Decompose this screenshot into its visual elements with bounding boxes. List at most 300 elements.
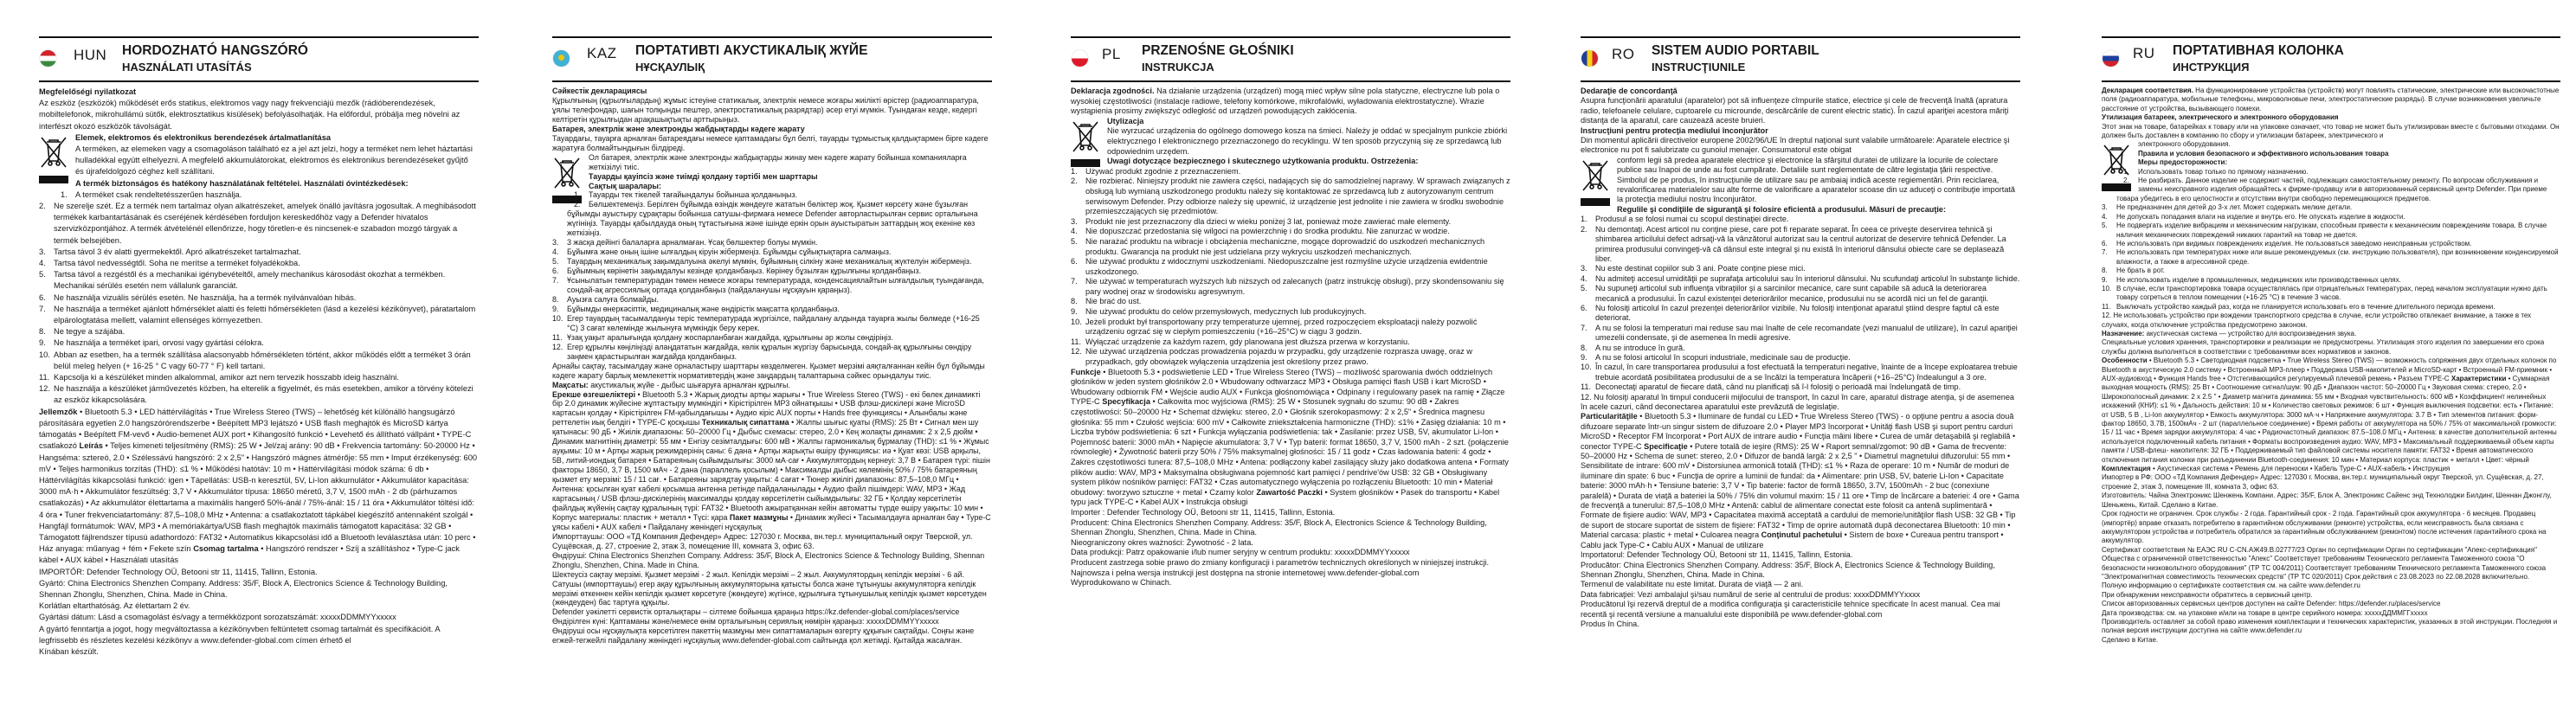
list-text: Jeżeli produkt był transportowany przy temperaturze ujemnej, przed rozpoczęciem eksploatacji należy pozwolić urządzeniu ogrzać się w ciepłym pomieszczeniu (+16–25°C) w ciągu 3 godzin. — [1085, 317, 1478, 337]
list-text: Бұйымның көрінетін зақымдалуы кезінде қолданбаңыз. Көрінеу бұзылған құрылғыны қолданбаңыз. — [567, 267, 922, 276]
list-item — [2102, 222, 2560, 240]
list-number: 6. — [1071, 257, 1078, 267]
list-number: 11. — [39, 373, 50, 382]
text: Список авторизованных сервисных центров доступен на сайте Defender: https://defender.ru/places/service — [2102, 600, 2441, 608]
bold-label: Особенности — [2102, 357, 2148, 365]
text: Полную информацию о сертификате соответствия см. на сайте www.defender.ru — [2102, 581, 2360, 590]
list-text: Не подвергать изделие вибрациям и механическим нагрузкам, способным привести к механическим повреждениям товара. В случае наличия механических повреждений никаких гарантий на товар не дается. — [2116, 222, 2547, 239]
list-number: 5. — [1071, 236, 1078, 246]
list-item — [1071, 307, 1510, 318]
section-heading: Меры предосторожности: — [2138, 158, 2228, 167]
text: A terméken, az elemeken vagy a csomagoláson található ez a jel azt jelzi, hogy a terméket nem lehet háztartási hulladékkal együtt elhelyezni. A megfelelő akkumulátorokat, elektromos és elektronikus berendezéseket gyűjtő és újrafeldolgozó céghez kell szállítani. — [75, 145, 473, 177]
paragraph — [39, 407, 479, 567]
list-number: 4. — [1071, 227, 1078, 236]
list-text: Ne szerelje szét. Ez a termék nem tartalmaz olyan alkatrészeket, amelyek önálló javításra jogosultak. A meghibásodott termékek karbantartásának és cseréjének kérdésében forduljon kereskedőhöz vagy a Defender hivatalos szervizközpontjához. A termék átvételénél ellenőrizze, hogy töretlen-e és nincsenek-e szabadon mozgó tárgyak a termék belsejében. — [54, 202, 476, 245]
text: При обнаружении неисправности обратитесь в сервисный центр. — [2102, 590, 2313, 599]
list-number: 1. — [1581, 215, 1587, 224]
list-text: Егер құрылғы көңіліңізді алаңдататын жағдайда, көлік құралын жүргізу барысында, сондай-ақ құрылғыны сөндіру заңмен қарастырылған жағдайда қолданбаңыз. — [567, 342, 972, 361]
text: IMPORTŐR: Defender Technology OÜ, Betooni str 11, 11415, Tallinn, Estonia. — [39, 567, 318, 576]
list-text: Kapcsolja ki a készüléket minden alkalommal, amikor azt nem tervezik hosszabb ideig használni. — [54, 373, 399, 382]
text: • Całkowita moc wyjściowa (RMS): 25 W • Stosunek sygnału do szumu: 90 dB • Zakres częstotliwości: 50–20000 Hz • Schemat dźwięku: stereo, 2.0 • Głośnik szerokopasmowy: 2 x 2,5" • Średnica magnesu głośnika: 55 mm • Czułość wejścia: 600 mV • Całkowite zniekształcenia harmoniczne (THD): ≤1% • Zasięg działania: 10 m • Liczba trybów podświetlenia: 6 szt • Funkcja wyłączania podświetlenia: tak • Zasilanie: przez USB, 5V, akumulator Li-Ion • Pojemność baterii: 3000 mAh • Napięcie akumulatora: 3,7 V • Typ baterii: format 18650, 3,7 V, 1500 mAh - 2 szt. (połączenie równoległe) • Żywotność baterii przy 50% / 75% maksymalnej głośności: 15 / 11 godz • Czas ładowania baterii: 4 godz • Zakres częstotliwości tunera: 87,5–108,0 MHz • Antena: podłączony kabel zasilający służy jako dodatkowa antena • Formaty plików audio: WAV, MP3 • Maksymalna obsługiwana pojemność kart pamięci / pendrive'ów USB: 32 GB • Obsługiwany system plików nośników pamięci: FAT32 • Czas automatycznego wyłączenia po rozłączeniu Bluetooth: 10 min • Materiał obudowy: tworzywo sztuczne + metal • Czarny kolor — [1071, 397, 1509, 497]
text: Импортер в РФ: ООО «ТД Компания Дефендер» Адрес: 127030 г. Москва, вн.тер.г. муниципальный округ Тверской, ул. Сущёвская, д. 27, строение 2, этаж 3, помещение III, комната 3, офис 63. — [2102, 473, 2544, 491]
bold-label: Zawartość Paczki — [1256, 487, 1323, 497]
language-code: HUN — [74, 47, 107, 63]
list-number: 3. — [1581, 264, 1587, 273]
black-bar-marker — [1581, 198, 1610, 206]
list-text: Выключать устройство каждый раз, когда не планируется использовать его в течение длительного периода времени. — [2116, 302, 2496, 311]
list-number: 1. — [61, 190, 68, 199]
list-text: Не разбирать. Данное изделие не содержит частей, подлежащих самостоятельному ремонту. По вопросам обслуживания и замены неисправного изделия обращайтесь к фирме-продавцу или в авторизованный сервисный центр Defender. При приеме товара убедитесь в его целостности и отсутствии внутри свободно перемещающихся предметов. — [2116, 177, 2547, 202]
bold-label: Jellemzők — [39, 407, 78, 416]
list-item — [2102, 213, 2560, 222]
section-heading: Regulile şi condiţiile de siguranţă şi folosire eficientă a produsului. Măsuri de precauţie: — [1617, 204, 1947, 214]
list-text: Не допускать попадания влаги на изделие и внутрь его. Не опускать изделие в жидкости. — [2116, 212, 2405, 221]
list-item — [39, 201, 479, 247]
list-number: 8. — [1071, 297, 1078, 306]
list-number: 5. — [39, 270, 46, 279]
list-item — [1581, 344, 2020, 353]
list-item — [39, 304, 479, 326]
paragraph — [1581, 96, 2020, 125]
bold-label: Мақсаты: — [552, 380, 589, 389]
list-number: 4. — [39, 259, 46, 268]
list-item — [2102, 248, 2560, 267]
list-number: 9. — [552, 304, 559, 313]
list-text: Ауызға салуға болмайды. — [567, 294, 659, 304]
list-number: 10. — [2102, 284, 2112, 292]
list-item — [1581, 274, 2020, 284]
paragraph — [1071, 508, 1510, 518]
list-text: A nu se introduce în gură. — [1595, 343, 1685, 352]
list-item — [1581, 215, 2020, 224]
list-item — [39, 337, 479, 349]
list-text: Abban az esetben, ha a termék szállítása alacsonyabb hőmérsékleten történt, akkor működés előtt a terméket 3 órán belül meleg helyen (+ 16-25 ° C vagy 60-77 ° F) kell tartani. — [54, 350, 471, 370]
flag-icon — [1072, 50, 1088, 67]
list-number: 10. — [552, 313, 564, 323]
list-item — [1071, 217, 1510, 228]
list-item — [1071, 257, 1510, 277]
text: Data produkcji: Patrz opakowanie i/lub numer seryjny w centrum produktu: xxxxxDDMMYYxxxxx — [1071, 548, 1410, 557]
list-text: Nie rozbierać. Niniejszy produkt nie zawiera części, nadających się do samodzielnej naprawy. W sprawach związanych z obsługą lub wymianą uszkodzonego produktu należy się kontaktować ze sprzedawcą lub z autoryzowanym centrum serwisowym Defender. Przy odbiorze należy się upewnić, iż urządzenie jest jednolite i nie zawiera w środku swobodnie przemieszczających się przedmiotów. — [1085, 177, 1510, 216]
section-title: PRZENOŚNE GŁOŚNIKI — [1142, 43, 1294, 58]
list-item — [552, 314, 992, 333]
text: • Bluetooth 5.3 • podświetlenie LED • True Wireless Stereo (TWS) – możliwość sparowania dwóch oddzielnych głośników w jeden system głośników 2.0 • Wbudowany odtwarzacz MP3 • Obsługa pamięci flash USB i kart MicroSD • Wbudowany odbiornik FM • Wejście audio AUX • Funkcja głośnomówiąca • Odpinany i regulowany pasek na ramię • Złącze TYPE-C — [1071, 367, 1505, 407]
paragraph — [1071, 518, 1510, 538]
section-title: ПОРТАТИВТІ АКУСТИКАЛЫҚ ЖҮЙЕ — [635, 43, 868, 58]
flag-icon — [2103, 50, 2119, 67]
paragraph — [2102, 357, 2560, 465]
paragraph — [39, 567, 479, 578]
list-text: Не использовать при видимых повреждениях изделия. Не пользоваться заведомо неисправным устройством. — [2116, 239, 2472, 247]
list-text: Produkt nie jest przeznaczony dla dzieci w wieku poniżej 3 lat, ponieważ może zawierać małe elementy. — [1085, 216, 1452, 226]
list-item — [2102, 203, 2560, 212]
section-header — [1581, 36, 2020, 82]
paragraph — [552, 134, 992, 153]
section-title: HORDOZHATÓ HANGSZÓRÓ — [122, 43, 308, 58]
paragraph — [552, 362, 992, 381]
list-text: Ne használja a terméket ajánlott hőmérséklet alatti és feletti hőmérsékleten (lásd a kezelési kézikönyvet), páratartalom elpárologtatása mellett, valamint ellenséges környezetben. — [54, 304, 476, 325]
list-number: 7. — [39, 304, 46, 313]
list-item — [552, 247, 992, 257]
language-section-ru — [2102, 36, 2560, 645]
language-code: RO — [1612, 46, 1635, 62]
list-item — [1071, 347, 1510, 367]
paragraph — [1581, 620, 2020, 629]
paragraph — [2102, 330, 2560, 338]
paragraph — [1071, 548, 1510, 558]
list-number: 12. — [39, 384, 50, 394]
text: Asupra funcţionării aparatului (aparatelor) pot să influenţeze cîmpurile statice, electrice şi cele de frecvenţă înaltă (apratura radio, telefoanele celulare, cuptoarele cu microunde, descărcările de curent electric static). În cazul apariţiei acestora măriţi distanţa de la aparatul, care cauzează aceste bruieri. — [1581, 96, 2009, 125]
text: • Bluetooth 5.3 • Светодиодная подсветка • True Wireless Stereo (TWS) — возможность сопряжения двух отдельных колонок по Bluetooth в акустическую 2.0 систему • Встроенный MP3-плеер • Поддержка USB-накопителей и MicroSD-карт • Встроенный FM-приемник • AUX-аудиовход • Функция Hands free • Отстегивающийся регулируемый плечевой ремень • Разъем TYPE-C — [2102, 357, 2557, 382]
paragraph — [552, 390, 992, 532]
text: • Акустическая система • Ремень для переноски • Кабель Type-C • AUX-кабель • Инструкция — [2150, 465, 2450, 473]
list-text: Deconectaţi aparatul de fiecare dată, când nu planificaţi să î-l folosiţi o perioadă mai îndelungată de timp. — [1595, 382, 1961, 392]
list-text: Nie używać urządzenia podczas prowadzenia pojazdu w przypadku, gdy urządzenie rozprasza uwagę, oraz w przypadkach, gdy obowiązek wyłączenia urządzenia jest określony przez prawo. — [1085, 347, 1472, 367]
paragraph — [1581, 561, 2020, 581]
list-text: Ne tegye a szájába. — [54, 327, 126, 337]
paragraph — [2102, 636, 2560, 645]
list-number: 4. — [2102, 212, 2108, 221]
section-subtitle: INSTRUKCJA — [1142, 61, 1214, 74]
flag-icon — [40, 50, 56, 67]
paragraph — [1071, 87, 1510, 117]
bold-label: Specyfikacja — [1102, 397, 1150, 407]
list-text: Nie dopuszczać przedostania się wilgoci na powierzchnię i do środka produktu. Nie zanurzać w wodzie. — [1085, 227, 1450, 236]
list-number: 9. — [1581, 352, 1587, 362]
paragraph — [552, 617, 992, 626]
text: Producător: China Electronics Shenzhen Company. Address: 35/F, Block A, Electronics Science & Technology Building, Shennan Zhonglu, Shenzhen, China. Made in China. — [1581, 560, 1995, 579]
section-heading: Утилизация батареек, электрического и электронного оборудования — [2102, 113, 2339, 122]
text: Producent zastrzega sobie prawo do zmiany konfiguracji i parametrów technicznych określonych w niniejszej instrukcji. Najnowsza i pełna wersja instrukcji jest dostępna na stronie internetowej www.defender-global.com — [1071, 557, 1490, 577]
paragraph — [1581, 156, 2020, 205]
text: • Жалпы шығыс қуаты (RMS): 25 Вт • Сигнал мен шу қатынасы: 90 дБ • Жиілік диапазоны: 50–20000 Гц • Дыбыс схемасы: стерео, 2.0 • Кең жолақты динамик: 2 x 2,5 дюйм • Динамик магнитінің диаметрі: 55 мм • Енгізу сезімталдығы: 600 мВ • Жалпы гармоникалық бұрмалау (THD): ≤1 % • Жұмыс ауқымы: 10 м • Артқы жарық режимдерінің саны: 6 дана • Артқы жарықты өшіру функциясы: иә • Қуат көзі: USB арқылы, 5В, литий-иондық батарея • Батареяның сыйымдылығы: 3000 мА·сағ • Аккумулятордың кернеуі: 3,7 В • Батарея түрі: пішін факторы 18650, 3,7 В, 1500 мАч - 2 дана (параллель қосылым) • Максималды дыбыс көлемінің 50% / 75% батареяның қызмет ету мерзімі: 15 / 11 сағ. • Батареяны зарядтау уақыты: 4 сағат • Тюнер жиілігі диапазоны: 87,5–108,0 МГц • Антенна: қосылған қуат кабелі қосымша антенна ретінде пайдаланылады • Аудио файл пішімдері: WAV, MP3 • Жад картасының / USB флэш-дискілерінің максималды қолдау көрсетілетін сыйымдылығы: 32 ГБ • Қолдау көрсетілетін файлдық жүйенің сақтау құралының түрі: FAT32 • Bluetooth ажыратқаннан кейін автоматты түрде өшіру уақыты: 10 мин • Корпус материалы: пластик + металл • Түсі: қара — [552, 418, 990, 522]
language-code: RU — [2133, 45, 2155, 61]
list-number: 6. — [39, 292, 46, 302]
language-code: PL — [1102, 46, 1121, 62]
text: акустикалық жүйе - дыбыс шығаруға арналған құрылғы. — [588, 380, 790, 389]
section-heading: Тауарды қауіпсіз және тиімді қолдану тәртібі мен шарттары — [589, 171, 818, 181]
list-number: 3. — [1071, 216, 1078, 226]
text: Wyprodukowano w Chinach. — [1071, 578, 1172, 588]
list-number: 6. — [552, 267, 559, 276]
list-number: 2. — [1071, 177, 1078, 186]
list-text: Wyłączać urządzenie za każdym razem, gdy planowana jest dłuższa przerwa w korzystaniu. — [1085, 337, 1410, 346]
text: 12. Nu folosiţi aparatul în timpul conducerii mijlocului de transport, în cazul în care, aparatul distrage atenţia, şi de asemenea în acele cazuri, când deconectarea aparatului este prevăzută de legislaţie. — [1581, 392, 2014, 411]
paragraph — [2102, 546, 2560, 582]
list-item — [39, 326, 479, 337]
section-subtitle: НҰСҚАУЛЫҚ — [635, 61, 705, 74]
text: электронного оборудования. — [2138, 140, 2231, 149]
paragraph — [552, 532, 992, 551]
list-item — [1071, 318, 1510, 337]
list-text: Тауардың механикалық зақымдалуына әкелуі мүмкін, бұйымның сілкіну және механикалық жүктелуін жібермеңіз. — [567, 257, 972, 267]
list-text: Бұйымға және оның ішіне ылғалдың кіруін жібермеңіз. Бұйымды сұйықтықтарға салмаңыз. — [567, 247, 892, 257]
text: Korlátlan eltarthatóság. Az élettartam 2 év. — [39, 601, 190, 611]
list-text: Ұзақ уақыт аралығында қолдану жоспарланбаған жағдайда, құрылғыны әр жолы сөндіріңіз. — [567, 332, 893, 342]
section-heading: Uwagi dotyczące bezpiecznego i skutecznego użytkowania produktu. Ostrzeżenia: — [1107, 157, 1419, 166]
list-number: 3. — [2102, 203, 2108, 212]
list-number: 5. — [2102, 222, 2108, 230]
list-item — [1071, 297, 1510, 307]
paragraph — [2102, 87, 2560, 113]
text: Importer : Defender Technology OÜ, Betooni str 11, 11415, Tallinn, Estonia. — [1071, 507, 1336, 517]
section-header — [1071, 36, 1510, 82]
paragraph — [2102, 618, 2560, 636]
list-number: 7. — [1071, 277, 1078, 286]
bold-label: Характеристики — [2450, 375, 2507, 382]
bold-label: Декларация соответствия. — [2102, 87, 2193, 94]
text: Тауардағы, тауарға арналған батареядағы немесе қаптамадағы бұл белгі, тауарды тұрмыстық қалдықтармен бірге кәдеге жаратуға болмайтындығын білдіреді. — [552, 133, 989, 152]
list-item — [552, 200, 992, 238]
text: Сертификат соответствия № ЕАЭС RU C-CN.АЖ49.В.02777/23 Орган по сертификации Орган по сертификации "Апекс-сертификация" Общества с ограниченной ответственностью "Апекс" Соответствует требованиям Технического регламента Таможенного союза "О безопасности низковольтного оборудования" (ТР ТС 004/2011) Соответствует требованиям Технического регламента Таможенного союза "Электромагнитная совместимость технических средств" (ТР ТС 020/2011) Срок действия с 23.08.2023 по 22.08.2028 включительно. — [2102, 545, 2547, 581]
list-number: 7. — [1581, 323, 1587, 332]
list-item — [552, 257, 992, 267]
paragraph — [2102, 473, 2560, 491]
section-title: SISTEM AUDIO PORTABIL — [1652, 43, 1819, 58]
list-item — [2102, 267, 2560, 275]
paragraph — [39, 144, 479, 178]
list-number: 3. — [552, 238, 559, 247]
text: Termenul de valabilitate nu este limitat. Durata de viaţă — 2 ani. — [1581, 580, 1804, 589]
section-heading: Сақтық шаралары: — [589, 181, 661, 190]
list-number: 5. — [552, 257, 559, 267]
list-number: 9. — [1071, 307, 1078, 317]
paragraph — [2102, 123, 2560, 141]
bold-label: Funkcje — [1071, 367, 1101, 376]
list-number: 6. — [2102, 239, 2108, 247]
list-text: Nu demontaţi. Acest articol nu conţine piese, care pot fi reparate separat. În ceea ce priveşte deservirea tehnică şi shimbarea articilului defect adrsaţi-vă la vânzătorul autorizat sau la centrul autorizat de deservire tehnică Defender. La primirea produsului convingeţi-vă că dânsul este integral şi nu există în interiorul dânsului obiecte care se deplasează liber. — [1595, 224, 2006, 263]
list-item — [1071, 237, 1510, 257]
list-text: 3 жасқа дейінгі балаларға арналмаған. Ұсақ бөлшектер болуы мүмкін. — [567, 238, 818, 247]
text: Құрылғының (құрылғылардың) жұмыс істеуіне статикалық, электрлік немесе жоғары жиілікті өрістер (радиоаппаратура, ұялы телефондар, шағын толқынды пештер, электростатикалық разрядтар) әсер етуі мүмкін. Туындаған кезде, кедергі келтіретін құрылғыдан арақашықтықты арттырыңыз. — [552, 95, 979, 124]
text: Nieograniczony okres ważności: Żywotność - 2 lata. — [1071, 537, 1253, 547]
text: Срок годности не ограничен. Срок службы - 2 года. Гарантийный срок - 2 года. Гарантийный срок аккумулятора - 6 месяцев. Продавец (импортёр) вправе отказать потребителю в гарантийном обслуживании (ремонте) устройства, если неисправность была связана с аккумулятором устройства и потребитель обратился за гарантийным обслуживанием (ремонтом) после истечения гарантийного срока на аккумулятор. — [2102, 510, 2547, 545]
text: акустическая система — устройство для воспроизведения звука. — [2144, 329, 2357, 337]
list-number: 8. — [552, 294, 559, 304]
paragraph — [1071, 558, 1510, 578]
weee-disposal-icon — [1071, 119, 1102, 162]
text: Изготовитель: Чайна Электроникс Шенжень Компани. Адрес: 35/F, Блок А, Электроникс Сайенс энд Технолоджи Билдинг, Шеннан Джонглу, Шеньжень, Китай. Сделано в Китае. — [2102, 491, 2552, 509]
text: • Динамик жүйесі • Тасымалдауға арналған бау • Type-C ұясы кабелі • AUX кабелі • Пайдалану жөніндегі нұсқаулық — [552, 512, 991, 531]
list-item — [552, 276, 992, 295]
list-item — [1071, 177, 1510, 216]
list-number: 4. — [552, 247, 559, 257]
list-item — [39, 247, 479, 258]
list-item — [39, 258, 479, 269]
list-item — [1581, 363, 2020, 382]
list-text: Не использовать при температурах ниже или выше рекомендуемых (см. инструкцию пользователя), при возникновении конденсируемой влажности, а также в агрессивной среде. — [2116, 248, 2559, 266]
list-text: Produsul a se folosi numai cu scopul destinaţiei directe. — [1595, 215, 1789, 224]
text: • Sistem de boxe • Cureaua pentru transport • Cablu jack Type-C • Cablu AUX • Manual de utilizare — [1581, 530, 2004, 549]
text: • Hangszóró rendszer • Szíj a szállításhoz • Type-C jack kábel • AUX kábel • Használati utasítás — [39, 544, 460, 565]
text: • Bluetooth 5.3 • Iluminare de fundal cu LED • True Wireless Stereo (TWS) - o opţiune pentru a asocia două difuzoare separate într-un singur sistem de difuzoare 2.0 • Player MP3 încorporat • Unităţi flash USB şi suport pentru carduri MicroSD • Receptor FM încorporat • Port AUX de intrare audio • Funcţia mâini libere • Curea de umăr detaşabilă şi reglabilă • conector TYPE-C — [1581, 412, 2016, 451]
list-number: 6. — [1581, 303, 1587, 312]
text: • Bluetooth 5.3 • LED háttérvilágítás • True Wireless Stereo (TWS) – lehetőség két különálló hangsugárzó párosítására egyetlen 2.0 hangszórórendszerbe • Beépített MP3 lejátszó • USB flash meghajtók és MicroSD kártya támogatás • Beépített FM-vevő • Audio-bemenet AUX port • Kihangosító funkció • Levehető és állítható vállpánt • TYPE-C csatlakozó — [39, 407, 472, 451]
paragraph — [1581, 136, 2020, 156]
list-item — [552, 190, 992, 200]
paragraph — [2102, 581, 2560, 590]
list-number: 11. — [2102, 302, 2111, 311]
list-text: Nu admiteţi accesul umidităţii pe suprafaţa articolului sau în interiorul dânsului. Nu scufundaţi articolul în substanţe lichide. — [1595, 273, 2020, 283]
section-heading: Батарея, электрлік және электронды жабдықтарды кәдеге жарату — [552, 124, 805, 133]
list-item — [39, 383, 479, 406]
list-text: Не брать в рот. — [2116, 267, 2166, 275]
list-text: A nu se folosi la temperaturi mai reduse sau mai înalte de cele recomandate (vezi manualul de utilizare), în cazul apariţiei umezelii condensate, şi de asemenea în medii agresive. — [1595, 323, 2018, 343]
black-bar-marker — [39, 176, 68, 183]
list-item — [39, 350, 479, 372]
list-item — [2102, 303, 2560, 312]
list-text: Nu folosiţi articolul în cazul prezenţei deteriorărilor vizibile. Nu folosiţi intenţionat aparatul ştiind despre faptul că este deteriorat. — [1595, 303, 2000, 323]
section-header — [39, 36, 479, 82]
weee-disposal-icon — [39, 134, 70, 191]
paragraph — [552, 96, 992, 125]
list-text: В случае, если транспортировка товара осуществлялась при отрицательных температурах, перед началом эксплуатации нужно дать товару согреться в теплом помещении (+16-25 °С) в течение 3 часов. — [2116, 284, 2547, 302]
list-number: 5. — [1581, 284, 1587, 293]
list-number: 4. — [1581, 273, 1587, 283]
paragraph — [2102, 140, 2560, 149]
list-text: Ұсынылатын температурадан төмен немесе жоғары температурада, конденсациялайтын ылғалдылық туындағанда, сондай-ақ агрессиялық ортада қолданбаңыз (пайдаланушы нұсқауын қараңыз). — [567, 276, 984, 295]
list-text: Nie używać w temperaturach wyższych lub niższych od zalecanych (patrz instrukcję obsługi), przy skondensowaniu się pary wodnej oraz w środowisku agresywnym. — [1085, 277, 1504, 296]
text: Шектеусіз сақтау мерзімі. Қызмет мерзімі - 2 жыл. Кепілдік мерзімі – 2 жыл. Аккумулятордың кепілдік мерзімі - 6 ай. Сатушы (импорттаушы) егер ақау құрылғының аккумуляторына қатысты болса және тұтынушы аккумуляторға кепілдік мерзімі өткеннен кейін кепілдік қызмет көрсетуге (жөндеуге) жүгінсе, құрылғыға тұтынушылық кепілдік қызмет көрсетуден (жөндеуден) бас тартуға құқылы. — [552, 569, 987, 607]
list-number: 2. — [574, 200, 581, 209]
paragraph — [2102, 609, 2560, 618]
text: Ол батарея, электрлік және электронды жабдықтарды жинау мен кәдеге жарату бойынша компанияларға жеткізілуі тиіс. — [589, 152, 967, 171]
list-item — [2102, 285, 2560, 303]
list-number: 9. — [39, 338, 46, 348]
list-item — [39, 292, 479, 304]
list-text: Tartsa távol a rezgéstől és a mechanikai igénybevételtől, amely mechanikus károsodást okozhat a termékben. Mechanikai sérülés esetén nem vállalunk garanciát. — [54, 270, 446, 291]
section-heading: Сәйкестік декларациясы — [552, 87, 647, 95]
paragraph — [552, 551, 992, 570]
text: Сделано в Китае. — [2102, 635, 2159, 644]
paragraph — [1581, 550, 2020, 560]
bold-label: Deklaracja zgodności. — [1071, 87, 1155, 95]
list-number: 10. — [1071, 317, 1082, 326]
list-number: 11. — [552, 332, 563, 342]
list-text: Nie brać do ust. — [1085, 297, 1142, 306]
paragraph — [1581, 580, 2020, 589]
paragraph — [552, 153, 992, 172]
text: Defender уәкілетті сервистік орталықтары – сілтеме бойынша қараңыз https://kz.defender-global.com/places/service — [552, 607, 960, 617]
paragraph — [1071, 368, 1510, 508]
text: Gyártó: China Electronics Shenzhen Company. Address: 35/F, Block A, Electronics Science & Technology Building, Shennan Zhonglu, Shenzhen, China. Made in China. — [39, 578, 448, 599]
list-item — [1581, 225, 2020, 265]
list-number: 8. — [39, 327, 46, 337]
paragraph — [2102, 491, 2560, 510]
list-item — [1581, 324, 2020, 344]
list-number: 12. — [552, 342, 564, 351]
paragraph — [39, 646, 479, 658]
section-header — [2102, 36, 2560, 82]
list-number: 2. — [2123, 177, 2129, 185]
list-item — [1071, 277, 1510, 297]
text: Өндіруші: China Electronics Shenzhen Company. Address: 35/F, Block A, Electronics Science & Technology Building, Shennan Zhonglu, Shenzhen, China. Made in China. — [552, 550, 985, 569]
list-text: Ne használja vizuális sérülés esetén. Ne használja, ha a termék nyilvánvalóan hibás. — [54, 292, 357, 302]
list-text: Nie używać produktu do celów przemysłowych, medycznych lub produkcyjnych. — [1085, 307, 1367, 317]
bold-label: Conţinutul pachetului — [1761, 530, 1843, 540]
text: • Putere totală de ieşire (RMS): 25 W • Raport semnal/zgomot: 90 dB • Gama de frecvente: 50–20000 Hz • Schema de sunet: stereo, 2.0 • Difuzor de bandă largă: 2 x 2,5 " • Diametrul magnetului difuzorului: 55 mm • Sensibilitate de intrare: 600 mV • Distorsiunea armonică totală (THD): ≤1 % • Raza de operare: 10 m • Număr de moduri de iluminare din spate: 6 buc • Funcţia de oprire a luminii de fundal: da • Alimentare: prin USB, 5V, baterie Li-Ion • Capacitate baterie: 3000 mAh·h • Tensiune baterie: 3,7 V • Tip baterie: factor de formă 18650, 3.7V, 1500mAh - 2 buc (conexiune paralelă) • Durata de viaţă a bateriei la 50% / 75% din volumul maxim: 15 / 11 ore • Timp de încărcare a bateriei: 4 ore • Gama de frecvenţă a tunerului: 87,5–108,0 MHz • Antenă: cablul de alimentare conectat este folosit ca antenă suplimentară • Formate de fişiere audio: WAV, MP3 • Capacitatea maximă acceptată a cardului de memorie/unităţilor flash USB: 32 GB • Tip de suport de stocare suportat de sistem de fişiere: FAT32 • Timp de oprire automată după deconectarea Bluetooth: 10 min • Material carcasa: plastic + metal • Culoarea neagra — [1581, 441, 2019, 540]
text: • Суммарная выходная мощность (RMS): 25 Вт • Соотношение сигнал/шум: 90 дБ • Диапазон частот: 50–20000 Гц • Звуковая схема: стерео, 2.0 • Широкополосный динамик: 2 x 2.5 " • Диаметр магнита динамика: 55 мм • Входная чувствительность: 600 мВ • Коэффициент нелинейных искажений (КНИ): ≤1 % • Дальность действия: 10 м • Количество световых режимов: 6 шт • Функция выключения подсветки: есть • Питание: от USB, 5 В , Li-Ion аккумулятор • Емкость аккумулятора: 3000 мА·ч • Напряжение аккумулятора: 3.7 В • Тип элементов питания: форм-фактор 18650, 3.7В, 1500мАч - 2 шт (параллельное соединение) • Время работы от аккумулятора на 50% / 75% от максимальной громкости: 15 / 11 час • Время зарядки аккумулятора: 4 час • Радиочастотный диапазон: 87.5–108.0 МГц • Антенна: в качестве дополнительной антенны используется подключенный кабель питания • Форматы воспроизведения аудио: WAV, MP3 • Максимальный поддерживаемый объем карты памяти / USB-флеш- накопителя: 32 ГБ • Поддерживаемый тип файловой системы носителя памяти: FAT32 • Время автоматического отключения питания колонки при разъединении Bluetooth-соединения: 10 мин • Материал корпуса: пластик + металл • Цвет: чёрный — [2102, 375, 2557, 464]
paragraph — [1071, 578, 1510, 588]
list-item — [2102, 168, 2560, 177]
list-item — [1581, 353, 2020, 363]
text: • System głośników • Pasek do transportu • Kabel typu jack TYPE-C • Kabel AUX • Instrukcja obsługi — [1071, 487, 1500, 507]
text: Специальные условия хранения, транспортировки и реализации не предусмотрены. Утилизация этого изделия по завершении его срока службы должна выполняться в соответствии с требованиями всех нормативов и законов. — [2102, 338, 2545, 356]
text: conform legii să predea aparatele electrice şi electronice la sfârşitul duratei de utilizare la locurile de colectare publice sau înapoi de unde au fost cumpărate. Detaliile sunt reglementate de către legistaţia ţării respective. Simbolul de pe produs, în instrucţiunile de utilizare sau pe ambaiaj indică aceste regiementări. Prin reciclarea, revalorificarea materialelor sau alte forme de valorificare a aparatelor scoase din uz aduceţi o contribuţie importată la protecţia mediului nostru înconjurător. — [1617, 155, 2015, 204]
section-heading: Правила и условия безопасного и эффективного использования товара — [2138, 149, 2389, 157]
weee-disposal-icon — [1581, 157, 1612, 209]
list-number: 12. — [1071, 347, 1082, 357]
paragraph — [39, 612, 479, 623]
list-number: 1. — [574, 190, 581, 200]
list-number: 11. — [1071, 337, 1082, 346]
list-item — [2102, 240, 2560, 248]
text: 12. Не использовать устройство при вождении транспортного средства в случае, если устройство отвлекает внимание, а также в тех случаях, когда отключение устройства предусмотрено законом. — [2102, 312, 2532, 329]
text: Kínában készült. — [39, 646, 99, 656]
bold-label: Particularităţile — [1581, 412, 1638, 421]
paragraph — [39, 601, 479, 612]
list-item — [1071, 337, 1510, 348]
paragraph — [2102, 510, 2560, 546]
list-number: 2. — [39, 202, 46, 211]
list-text: Nu este destinat copiilor sub 3 ani. Poate conţine piese mici. — [1595, 264, 1806, 273]
list-item — [552, 238, 992, 247]
language-section-kaz — [552, 36, 992, 646]
list-item — [552, 295, 992, 305]
bold-label: Leírás — [79, 441, 103, 451]
paragraph — [2102, 591, 2560, 600]
list-text: A terméket csak rendeltetésszerűen használja. — [75, 190, 242, 199]
text: A gyártó fenntartja a jogot, hogy megváltoztassa a kézikönyvben feltüntetett csomag tartalmát és specifikációit. A legfrissebb és részletes kezelési kézikönyv a www.defender-global.com címen érhető el — [39, 624, 441, 645]
list-number: 1. — [2123, 167, 2129, 176]
bold-label: Назначение: — [2102, 329, 2145, 337]
list-text: Używać produkt zgodnie z przeznaczeniem. — [1085, 166, 1241, 176]
list-text: Егер тауардың тасымалдануы теріс температурада жүргізілсе, пайдалану алдында тауарға жылы бөлмеде (+16-25 °С) 3 сағат көлемінде жылынуға мүмкіндік беру керек. — [567, 313, 980, 332]
list-item — [1581, 382, 2020, 392]
section-heading: Elemek, elektromos és elektronikus berendezések ártalmatlanítása — [75, 132, 332, 142]
text: Din momentul aplicării directivelor europene 2002/96/UE în dreptul naţional sunt valabile următoarele: Aparatele electrice şi electronice nu pot fi salubrizate cu gunoiul menajer. Consumatorul este obigat — [1581, 136, 2010, 155]
paragraph — [2102, 465, 2560, 473]
bold-label: Техникалық сипаттама — [701, 418, 789, 427]
text: Data fabricaţiei: Vezi ambalajul şi/sau numărul de serie al centrului de produs: xxxxDDMMYYxxxx — [1581, 589, 1921, 599]
list-number: 7. — [552, 276, 559, 286]
language-section-ro — [1581, 36, 2020, 629]
paragraph — [1581, 412, 2020, 550]
language-section-pl — [1071, 36, 1510, 588]
section-header — [552, 36, 992, 82]
language-code: KAZ — [587, 45, 617, 61]
text: Өндіруші осы нұсқаулықта көрсетілген пакеттің мазмұны мен сипаттамаларын өзгерту құқығын сақтайды. Соңғы және егжей-тегжейлі пайдалану жөніндегі нұсқаулық www.defender-global.com сайтында қол жетімді. Қытайда жасалған. — [552, 626, 975, 646]
text: Өндірілген күні: Қаптаманы және/немесе өнім орталығының сериялық нөмірін қараңыз: xxxxxDDMMYYxxxxx — [552, 617, 939, 626]
list-item — [39, 190, 479, 201]
list-number: 8. — [1581, 343, 1587, 352]
bold-label: Комплектация — [2102, 465, 2151, 473]
text: Produs în China. — [1581, 619, 1639, 628]
flag-icon — [553, 50, 570, 67]
list-number: 1. — [1071, 166, 1078, 176]
list-number: 11. — [1581, 382, 1591, 392]
list-item — [2102, 276, 2560, 285]
list-item — [39, 269, 479, 292]
list-item — [552, 305, 992, 314]
list-text: Не предназначен для детей до 3-х лет. Может содержать мелкие детали. — [2116, 203, 2353, 212]
paragraph — [39, 578, 479, 601]
text: Producătorul îşi rezervă dreptul de a modifica configuraţia şi caracteristicile tehnice specificate în acest manual. Cea mai recentă şi recentă versiune a manualului este disponibilă pe www.defender-global.com — [1581, 600, 2000, 619]
text: Producent: China Electronics Shenzhen Company. Address: 35/F, Block A, Electronics Science & Technology Building, Shennan Zhonglu, Shenzhen, China. Made in China. — [1071, 517, 1487, 537]
text: Nie wyrzucać urządzenia do ogólnego domowego kosza na śmieci. Należy je oddać w specjalnym punkcie zbiórki elektrycznego I elektronicznego przeznaczonego do recyklingu. W ten sposób przyczynią się ze sprzedawcą lub odpowiednim urzędem. — [1107, 126, 1508, 156]
list-number: 9. — [2102, 275, 2108, 284]
list-text: Nu supuneţi articolul sub influenţa vibraţiilor şi a sarcinilor mecanice, care sunt capabile să aducă la deteriorarea mecanică a produsului. În cazul existenţei deteriorărilor mecanice, produsului nu se acordă nici un fel de garanţii. — [1595, 284, 1988, 303]
